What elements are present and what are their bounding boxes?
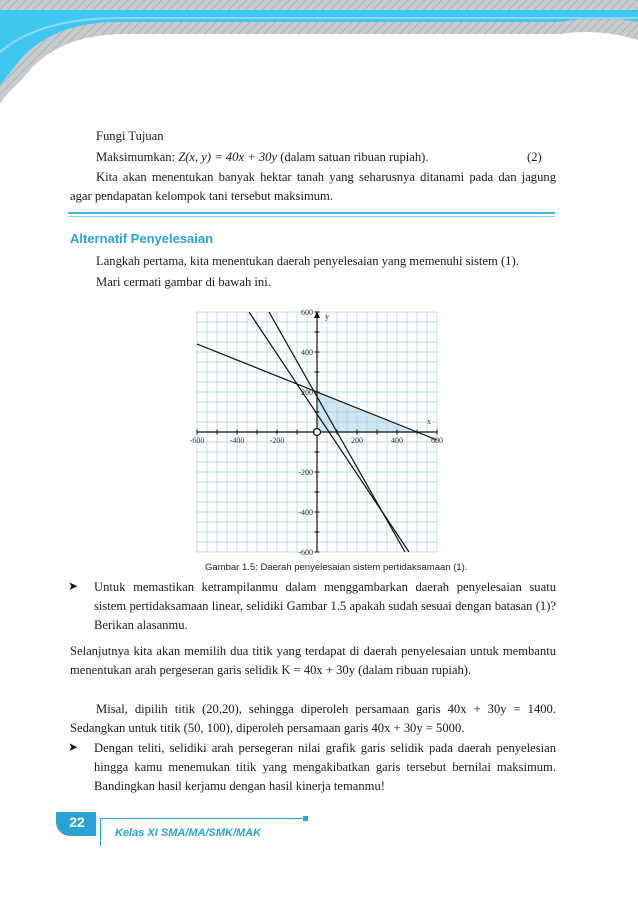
y-tick-label: 200 [301, 388, 313, 397]
para2-text: Misal, dipilih titik (20,20), sehingga diperoleh persamaan garis 40x + 30y = 1400. Sedangkan untuk titik (50, 100), diperoleh persamaan garis 40x + 30y = 5000. [70, 702, 556, 735]
bullet1-text: Untuk memastikan ketrampilanmu dalam menggambarkan daerah penyelesaian suatu sistem pertidaksamaan linear, selidiki Gambar 1.5 apakah sudah sesuai dengan batasan (1)? Berikan alasanmu. [94, 580, 556, 632]
maximize-label: Maksimumkan: [96, 150, 176, 164]
arrow-bullet-icon-2: ➤ [68, 740, 79, 754]
y-tick-label: 600 [301, 308, 313, 317]
book-title: Kelas XI SMA/MA/SMK/MAK [115, 827, 262, 839]
x-tick-label: -400 [229, 436, 245, 445]
para1-text: Selanjutnya kita akan memilih dua titik yang terdapat di daerah penyelesaian untuk membantu menentukan arah pergeseran garis selidik K = 40x + 30y (dalam ribuan rupiah). [70, 644, 556, 677]
figure-caption: Gambar 1.5: Daerah penyelesaian sistem pertidaksamaan (1). [205, 562, 468, 573]
x-tick-label: 200 [351, 436, 363, 445]
bullet2-text: Dengan teliti, selidiki arah persegeran nilai grafik garis selidik pada daerah penyelesian hingga kamu menemukan titik yang mengakibatkan garis tersebut bernilai maksimum. Bandingkan hasil kerjamu dengan hasil kinerja temanmu! [94, 741, 556, 793]
y-axis-label: y [325, 312, 329, 321]
x-tick-label: 400 [391, 436, 403, 445]
x-axis-label: x [427, 417, 431, 426]
section-heading: Alternatif Penyelesaian [70, 231, 214, 246]
y-tick-label: 400 [301, 348, 313, 357]
solution-region-chart [190, 306, 450, 558]
objective-paragraph: Kita akan menentukan banyak hektar tanah yang seharusnya ditanami pada dan jagung agar pendapatan kelompok tani tersebut maksimum. [70, 170, 556, 203]
footer-dot [303, 816, 308, 821]
header-banner [0, 0, 638, 105]
objective-unit: (dalam satuan ribuan rupiah). [280, 150, 429, 164]
footer-rule [100, 818, 305, 819]
step1-text: Langkah pertama, kita menentukan daerah penyelesaian yang memenuhi sistem (1). [96, 254, 519, 268]
y-tick-label: -400 [298, 508, 313, 517]
y-tick-label: -600 [298, 548, 313, 557]
objective-equation: Z(x, y) = 40x + 30y [178, 150, 278, 164]
fungsi-title: Fungi Tujuan [96, 129, 164, 143]
footer-vrule [100, 818, 101, 846]
x-tick-label: -200 [269, 436, 285, 445]
equation-number: (2) [527, 150, 542, 164]
y-tick-label: -200 [298, 468, 313, 477]
step2-text: Mari cermati gambar di bawah ini. [96, 275, 271, 289]
x-tick-label: -600 [190, 436, 205, 445]
divider-bottom [68, 216, 555, 217]
arrow-bullet-icon: ➤ [68, 579, 79, 593]
divider-top [68, 212, 555, 214]
point-origin [314, 429, 321, 436]
page-number: 22 [69, 814, 85, 830]
maximize-line [96, 148, 428, 167]
x-tick-label: 600 [431, 436, 443, 445]
